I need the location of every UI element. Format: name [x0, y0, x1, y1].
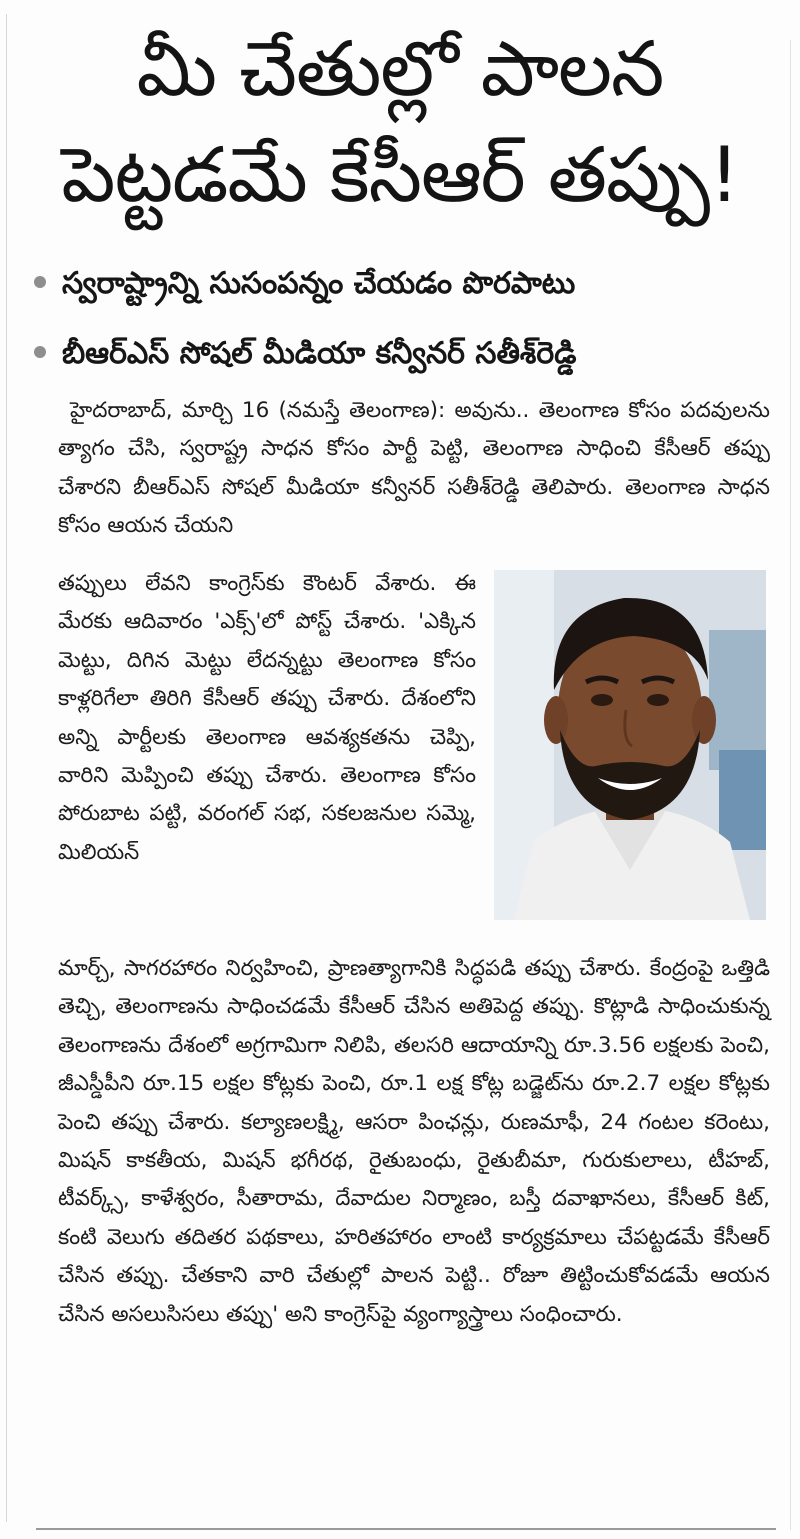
subheading-text-2: బీఆర్ఎస్ సోషల్ మీడియా కన్వీనర్ సతీశ్‌రెడ్డి [62, 336, 577, 371]
subheading-bullet-2 [34, 332, 774, 376]
bullet-dot-icon [34, 346, 46, 358]
bullet-dot-icon [34, 276, 46, 288]
article-paragraph-intro: హైదరాబాద్, మార్చి 16 (నమస్తే తెలంగాణ): అవును.. తెలంగాణ కోసం పదవులను త్యాగం చేసి, స్వరాష్ట్ర సాధన కోసం పార్టీ పెట్టి, తెలంగాణ సాధించి కేసీఆర్ తప్పు చేశారని బీఆర్ఎస్ సోషల్ మీడియా కన్వీనర్ సతీశ్‌రెడ్డి తెలిపారు. తెలంగాణ సాధన కోసం ఆయన చేయని [58, 398, 770, 539]
headline-line-2: పెట్టడమే కేసీఆర్ తప్పు! [61, 130, 739, 219]
headline-line-1: మీ చేతుల్లో పాలన [136, 24, 664, 113]
right-border-line [790, 40, 791, 1530]
portrait-illustration [494, 570, 766, 920]
portrait-photo-icon [494, 570, 766, 920]
headline [20, 16, 780, 228]
bottom-border-line [36, 1528, 776, 1530]
left-border-line [6, 14, 7, 1522]
article-paragraph-rest: మార్చ్, సాగరహారం నిర్వహించి, ప్రాణత్యాగానికి సిద్ధపడి తప్పు చేశారు. కేంద్రంపై ఒత్తిడి తెచ్చి, తెలంగాణను సాధించడమే కేసీఆర్ చేసిన అతిపెద్ద తప్పు. కొట్లాడి సాధించుకున్న తెలంగాణను దేశంలో అగ్రగామిగా నిలిపి, తలసరి ఆదాయాన్ని రూ.3.56 లక్షలకు పెంచి, జీఎస్డీపీని రూ.15 లక్షల కోట్లకు పెంచి, రూ.1 లక్ష కోట్ల బడ్జెట్‌ను రూ.2.7 లక్షల కోట్లకు పెంచి తప్పు చేశారు. కల్యాణలక్ష్మి, ఆసరా పింఛన్లు, రుణమాఫీ, 24 గంటల కరెంటు, మిషన్ కాకతీయ, మిషన్ భగీరథ, రైతుబంధు, రైతుబీమా, గురుకులాలు, టీహబ్, టీవర్క్స్, కాళేశ్వరం, సీతారామ, దేవాదుల నిర్మాణం, బస్తీ దవాఖానలు, కేసీఆర్ కిట్, కంటి వెలుగు తదితర పథకాలు, హరితహారం లాంటి కార్యక్రమాలు చేపట్టడమే కేసీఆర్ చేసిన తప్పు. చేతకాని వారి చేతుల్లో పాలన పెట్టి.. రోజూ తిట్టించుకోవడమే ఆయన చేసిన అసలుసిసలు తప్పు' అని కాంగ్రెస్‌పై వ్యంగ్యాస్త్రాలు సంధించారు. [58, 956, 770, 1327]
subheading-text-1: స్వరాష్ట్రాన్ని సుసంపన్నం చేయడం పొరపాటు [62, 266, 576, 301]
subheading-bullet-1 [34, 262, 774, 306]
article-paragraph-beside-photo: తప్పులు లేవని కాంగ్రెస్‌కు కౌంటర్ వేశారు. ఈ మేరకు ఆదివారం 'ఎక్స్'లో పోస్ట్ చేశారు. 'ఎక్కిన మెట్టు, దిగిన మెట్టు లేదన్నట్టు తెలంగాణ కోసం కాళ్లరిగేలా తిరిగి కేసీఆర్ తప్పు చేశారు. దేశంలోని అన్ని పార్టీలకు తెలంగాణ ఆవశ్యకతను చెప్పి, వారిని మెప్పించి తప్పు చేశారు. తెలంగాణ కోసం పోరుబాట పట్టి, వరంగల్ సభ, సకలజనుల సమ్మె, మిలియన్ [58, 571, 476, 865]
